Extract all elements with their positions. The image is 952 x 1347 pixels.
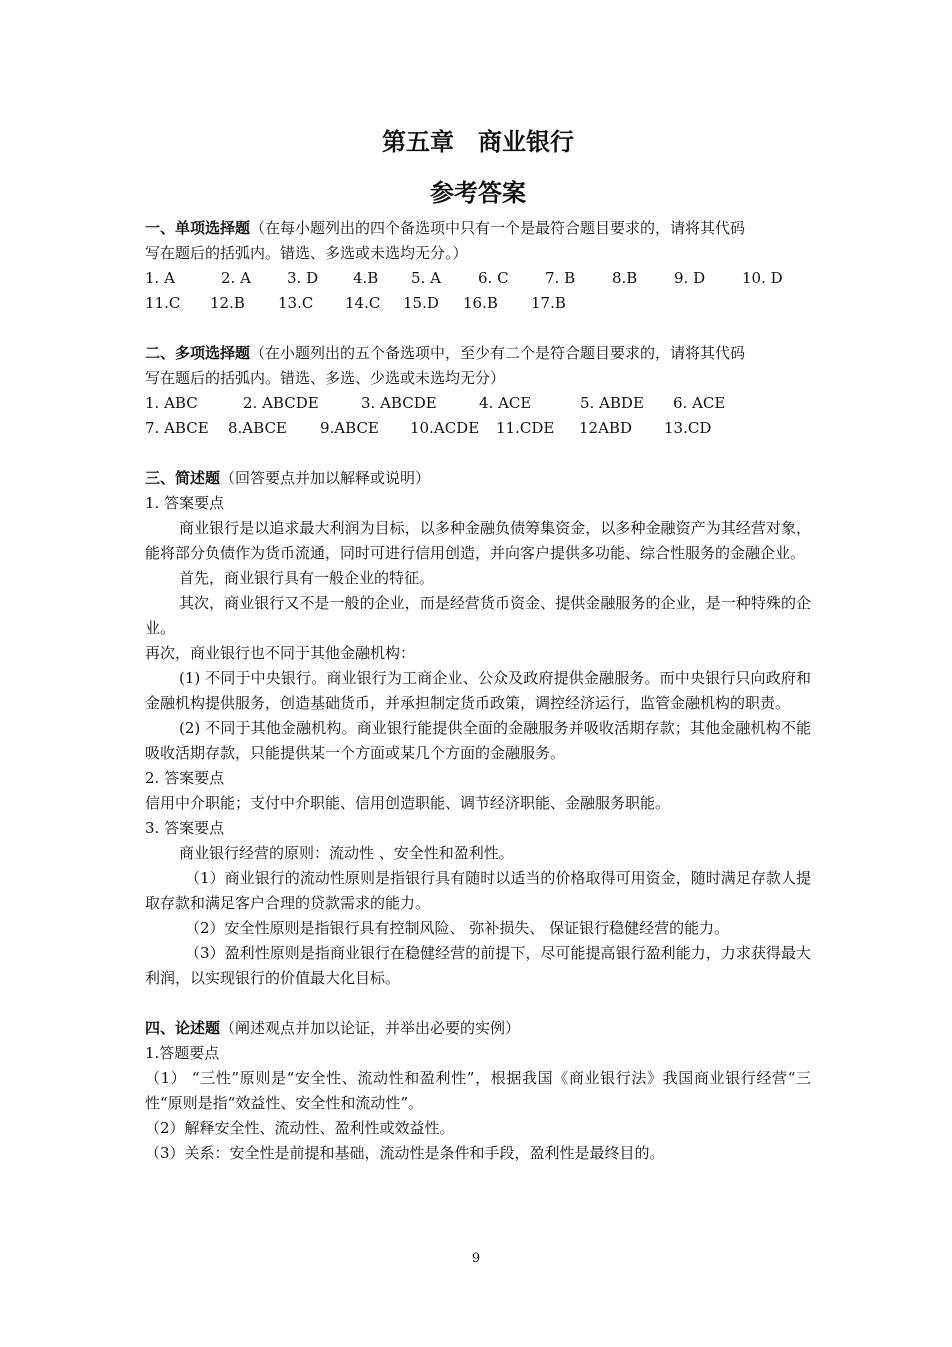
sec3-q3-para2: （1）商业银行的流动性原则是指银行具有随时以适当的价格取得可用资金，随时满足存款人提取存款和满足客户合理的贷款需求的能力。 (145, 869, 811, 912)
sec3-heading: 三、简述题 (145, 469, 221, 487)
answer-item: 2. ABCDE (243, 394, 319, 412)
answer-item: 17.B (531, 294, 566, 312)
sec2-answers-row1 (145, 391, 811, 416)
answer-item: 9. D (674, 269, 706, 287)
sec3-q1-label: 1. 答案要点 (145, 494, 225, 512)
sec3-q1-para1: 商业银行是以追求最大利润为目标，以多种金融负债筹集资金，以多种金融资产为其经营对象，能将部分负债作为货币流通，同时可进行信用创造，并向客户提供多功能、综合性服务的金融企业。 (145, 519, 811, 562)
sec1-header (145, 216, 811, 241)
answer-item: 9.ABCE (320, 419, 379, 437)
answer-item: 7. ABCE (145, 419, 209, 437)
answer-item: 14.C (345, 294, 381, 312)
sec3-q3-para4: （3）盈利性原则是指商业银行在稳健经营的前提下，尽可能提高银行盈利能力，力求获得最大利润，以实现银行的价值最大化目标。 (145, 944, 811, 987)
sec4-note: （阐述观点并加以论证，并举出必要的实例） (220, 1019, 521, 1037)
spacer (145, 316, 811, 341)
sec3-q1-para5: (1) 不同于中央银行。商业银行为工商企业、公众及政府提供金融服务。而中央银行只向政府和金融机构提供服务，创造基础货币，并承担制定货币政策，调控经济运行，监管金融机构的职责。 (145, 669, 811, 712)
answer-item: 5. ABDE (580, 394, 644, 412)
sec3-q3-para1: 商业银行经营的原则：流动性 、安全性和盈利性。 (179, 844, 514, 862)
answer-item: 8.B (612, 269, 638, 287)
sec4-header (145, 1016, 811, 1041)
answer-item: 11.C (145, 294, 181, 312)
sec1-note-line1: （在每小题列出的四个备选项中只有一个是最符合题目要求的，请将其代码 (250, 219, 746, 237)
answer-item: 16.B (463, 294, 498, 312)
answer-item: 4.B (353, 269, 379, 287)
answer-item: 13.CD (664, 419, 712, 437)
answer-item: 2. A (221, 269, 251, 287)
answer-item: 13.C (278, 294, 314, 312)
answer-item: 3. ABCDE (361, 394, 437, 412)
sec3-q3-label: 3. 答案要点 (145, 819, 225, 837)
answer-item: 12ABD (579, 419, 632, 437)
answer-item: 12.B (210, 294, 245, 312)
sec1-answers-row1 (145, 266, 811, 291)
sec3-q1-para2: 首先，商业银行具有一般企业的特征。 (179, 569, 435, 587)
sec4-para2: （2）解释安全性、流动性、盈利性或效益性。 (145, 1119, 455, 1137)
answer-item: 5. A (411, 269, 441, 287)
answer-item: 4. ACE (479, 394, 532, 412)
answer-item: 6. ACE (673, 394, 726, 412)
sec3-header (145, 466, 811, 491)
sec2-heading: 二、多项选择题 (145, 344, 251, 362)
sec4-para3: （3）关系：安全性是前提和基础，流动性是条件和手段，盈利性是最终目的。 (145, 1144, 665, 1162)
sec4-para1: （1） “三性”原则是“安全性、流动性和盈利性”，根据我国《商业银行法》我国商业银行经营“三性“原则是指“效益性、安全性和流动性”。 (145, 1069, 811, 1112)
spacer (145, 441, 811, 466)
answer-item: 11.CDE (496, 419, 555, 437)
answer-item: 10.ACDE (410, 419, 480, 437)
sec3-q1-para3: 其次，商业银行又不是一般的企业，而是经营货币资金、提供金融服务的企业，是一种特殊的企业。 (145, 594, 811, 637)
sec3-q1-para4: 再次，商业银行也不同于其他金融机构： (145, 644, 416, 662)
sec3-q2-para1: 信用中介职能；支付中介职能、信用创造职能、调节经济职能、金融服务职能。 (145, 794, 671, 812)
sec2-note-line1: （在小题列出的五个备选项中，至少有二个是符合题目要求的，请将其代码 (250, 344, 746, 362)
answer-subtitle: 参考答案 (430, 178, 526, 207)
sec4-q1-label: 1.答题要点 (145, 1044, 220, 1062)
page-number: 9 (471, 1251, 481, 1266)
answer-item: 15.D (403, 294, 439, 312)
sec3-note: （回答要点并加以解释或说明） (220, 469, 431, 487)
spacer (145, 991, 811, 1016)
sec2-note-line2: 写在题后的括弧内。错选、多选、少选或未选均无分） (145, 369, 506, 387)
answer-item: 10. D (742, 269, 783, 287)
sec4-heading: 四、论述题 (145, 1019, 221, 1037)
answer-item: 1. ABC (145, 394, 198, 412)
sec1-answers-row2 (145, 291, 811, 316)
sec3-q3-para3: （2）安全性原则是指银行具有控制风险、 弥补损失、 保证银行稳健经营的能力。 (185, 919, 730, 937)
sec3-q1-para6: (2) 不同于其他金融机构。商业银行能提供全面的金融服务并吸收活期存款；其他金融机构不能吸收活期存款，只能提供某一个方面或某几个方面的金融服务。 (145, 719, 811, 762)
answer-item: 3. D (287, 269, 319, 287)
answer-item: 8.ABCE (228, 419, 287, 437)
answer-item: 1. A (145, 269, 175, 287)
sec2-header (145, 341, 811, 366)
sec1-heading: 一、单项选择题 (145, 219, 251, 237)
sec2-answers-row2 (145, 416, 811, 441)
page-content (145, 125, 811, 1166)
sec1-note-line2: 写在题后的括弧内。错选、多选或未选均无分。） (145, 244, 468, 262)
answer-item: 6. C (478, 269, 509, 287)
sec3-q2-label: 2. 答案要点 (145, 769, 225, 787)
chapter-title: 第五章 商业银行 (382, 127, 574, 156)
answer-item: 7. B (545, 269, 576, 287)
